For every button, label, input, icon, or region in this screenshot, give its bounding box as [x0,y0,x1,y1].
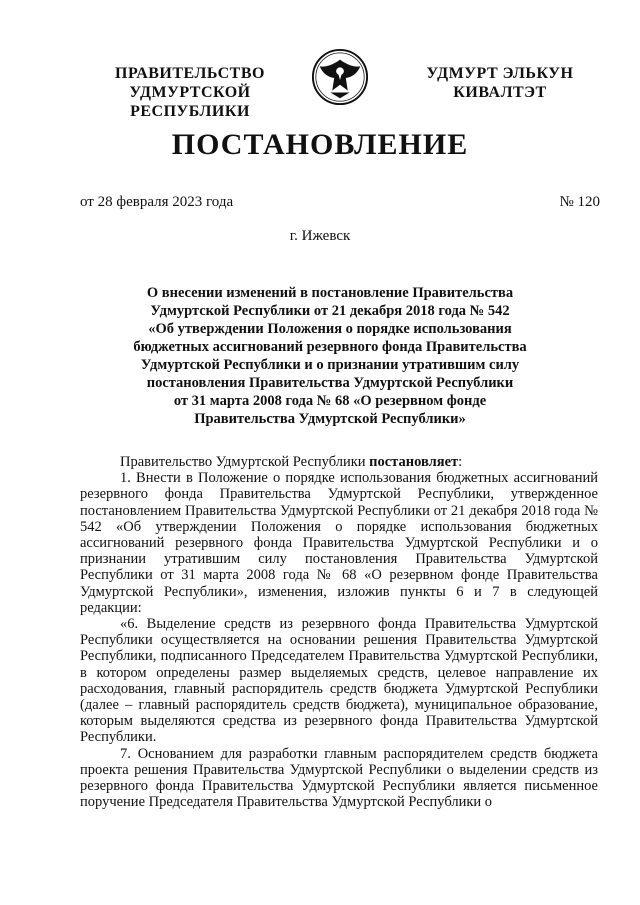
document-date: от 28 февраля 2023 года [80,194,234,210]
government-name-udmurt [400,64,600,102]
document-number: № 120 [559,194,600,210]
header-left-line1: ПРАВИТЕЛЬСТВО [115,65,265,82]
title-line: бюджетных ассигнований резервного фонда Правительства [133,339,527,355]
coat-of-arms-udmurtia-icon [311,48,369,106]
header-left-line2: УДМУРТСКОЙ РЕСПУБЛИКИ [129,84,251,120]
title-line: Удмуртской Республики от 21 декабря 2018 года № 542 [150,303,510,319]
title-line: О внесении изменений в постановление Правительства [146,285,514,301]
paragraph-7-amendment: 7. Основанием для разработки главным распорядителем средств бюджета проекта решения Правительства Удмуртской Республики о выделении средств из резервного фонда Правительства Удмуртской Республики является письменное поручение Председателя Правительства Удмуртской Республики о [80,745,598,811]
paragraph-1: 1. Внести в Положение о порядке использования бюджетных ассигнований резервного фонда Правительства Удмуртской Республики, утвержденное постановлением Правительства Удмуртской Республики от 21 декабря 2018 года № 542 «Об утверждении Положения о порядке использования бюджетных ассигнований резервного фонда Правительства Удмуртской Республики и о признании утратившим силу постановления Правительства Удмуртской Республики от 31 марта 2008 года № 68 «О резервном фонде Правительства Удмуртской Республики», изменения, изложив пункты 6 и 7 в следующей редакции: [80,470,598,616]
intro-paragraph [80,454,598,470]
title-line: постановления Правительства Удмуртской Республики [146,375,514,391]
document-body [80,454,598,810]
header-right-line2: КИВАЛТЭТ [453,84,547,101]
title-line: Удмуртской Республики и о признании утратившим силу [140,357,520,373]
title-line: от 31 марта 2008 года № 68 «О резервном фонде [173,393,487,409]
header-right-line1: УДМУРТ ЭЛЬКУН [426,65,574,82]
paragraph-6-amendment: «6. Выделение средств из резервного фонда Правительства Удмуртской Республики осуществляется на основании решения Правительства Удмуртской Республики, подписанного Председателем Правительства Удмуртской Республики, в котором определены размер выделяемых средств, целевое направление их расходования, главный распорядитель средств бюджета Удмуртской Республики (далее – главный распорядитель средств бюджета), муниципальное образование, которым выделяются средства из резервного фонда Правительства Удмуртской Республики. [80,616,598,746]
title-line: Правительства Удмуртской Республики» [194,411,466,427]
intro-text: Правительство Удмуртской Республики [120,454,370,470]
intro-decree-word: постановляет [369,454,459,470]
document-title [120,284,540,428]
intro-colon: : [458,454,463,470]
government-name-russian [70,64,310,121]
document-city: г. Ижевск [289,228,351,244]
document-type-heading: ПОСТАНОВЛЕНИЕ [171,128,469,161]
title-line: «Об утверждении Положения о порядке использования [148,321,512,337]
